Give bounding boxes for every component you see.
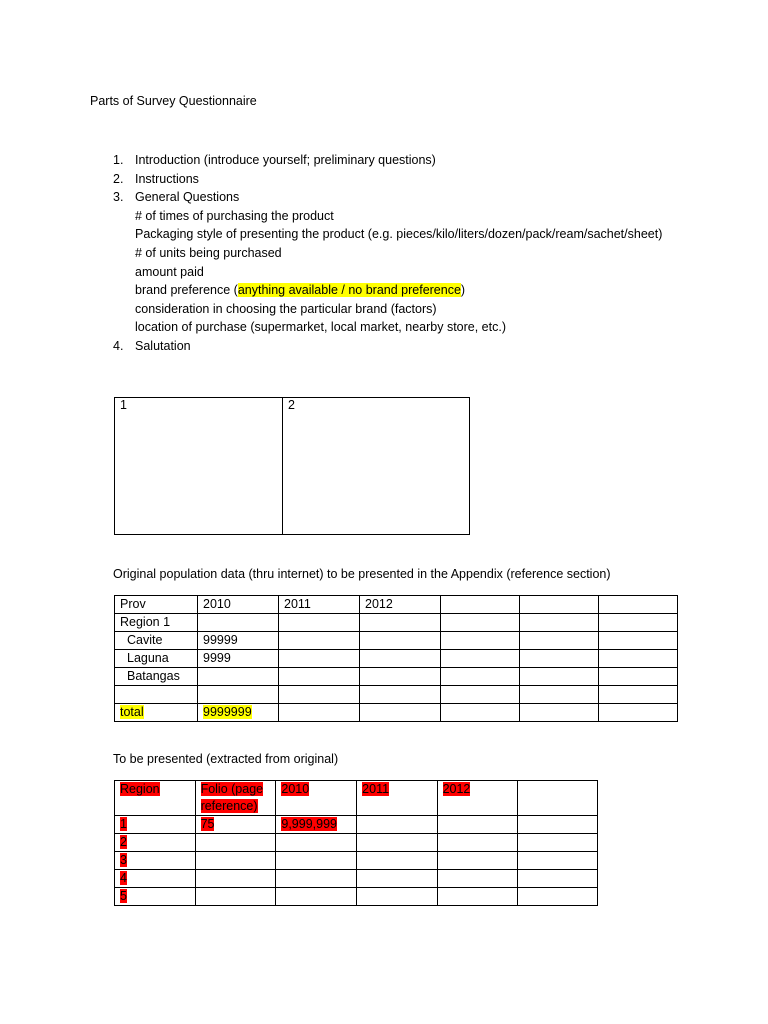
table-cell [517,816,597,834]
table-cell [279,704,360,722]
highlighted-text: anything available / no brand preference [237,283,461,298]
table-cell [360,686,441,704]
table-cell [198,614,279,632]
table-cell: Region 1 [115,614,198,632]
table-cell [276,870,357,888]
table-cell [437,852,517,870]
highlighted-text: total [120,705,144,719]
table-cell [279,614,360,632]
table-row [115,668,678,686]
table-row [115,704,678,722]
table-cell: Prov [115,596,198,614]
table-cell [599,614,678,632]
highlighted-text: Folio (page reference) [200,782,264,813]
table-cell [441,632,520,650]
table-cell [195,834,276,852]
list-text: Introduction (introduce yourself; preliminary questions) [135,153,436,167]
table-cell [437,816,517,834]
table-cell [599,596,678,614]
table-cell [599,650,678,668]
table-cell [520,704,599,722]
table-cell [198,686,279,704]
list-number: 2. [113,171,124,186]
extracted-table-caption: To be presented (extracted from original) [113,752,339,766]
table-cell [520,668,599,686]
table-cell: 9999 [198,650,279,668]
table-cell [195,870,276,888]
table-cell [115,870,196,888]
table-row [115,870,598,888]
sub-item [113,207,662,226]
table-row [115,834,598,852]
highlighted-text: Region [120,782,160,796]
highlighted-text: 2010 [281,782,310,796]
list-text: Salutation [135,338,191,353]
table-row [115,888,598,906]
list-number: 1. [113,153,124,167]
table-cell [357,870,437,888]
table-cell: Batangas [115,668,198,686]
table-cell [357,834,437,852]
table-cell [195,852,276,870]
table-cell [195,816,276,834]
sub-item [113,244,662,263]
table-cell [441,596,520,614]
table-cell: 99999 [198,632,279,650]
table-cell: 2010 [198,596,279,614]
sub-item [113,225,662,244]
table-cell [276,834,357,852]
sub-item [113,318,662,337]
table-row [115,816,598,834]
table-cell: Cavite [115,632,198,650]
highlighted-text: 1 [120,817,127,831]
highlighted-text: 9999999 [203,705,252,719]
table-cell [441,704,520,722]
table-cell [520,686,599,704]
population-table [114,595,678,722]
table-cell [599,686,678,704]
table-cell [599,668,678,686]
table-cell [517,834,597,852]
table-cell [599,632,678,650]
table-cell [115,686,198,704]
table-header-cell [115,781,196,816]
sub-item-text: amount paid [135,264,204,279]
table-cell [276,888,357,906]
table-cell [115,888,196,906]
table-row [115,650,678,668]
table-cell [360,650,441,668]
table-cell [115,852,196,870]
highlighted-text: 2011 [362,782,390,796]
highlighted-text: 75 [200,817,215,831]
table-header-cell [195,781,276,816]
table-cell [276,816,357,834]
sub-item-text: # of units being purchased [135,245,282,260]
table-cell [517,888,597,906]
table-cell [279,632,360,650]
table-cell [115,704,198,722]
table-row [115,614,678,632]
table-cell [357,888,437,906]
list-item [113,188,662,207]
table-cell: Laguna [115,650,198,668]
table-header-cell [276,781,357,816]
sub-item-text: consideration in choosing the particular brand (factors) [135,301,437,316]
table-cell [195,888,276,906]
table-cell [360,632,441,650]
table-cell [441,614,520,632]
table-cell [198,668,279,686]
table-cell [517,870,597,888]
highlighted-text: 5 [120,889,127,903]
list-text: Instructions [135,171,199,186]
table-cell [276,852,357,870]
table-row [115,852,598,870]
table-cell [437,870,517,888]
table-cell [437,888,517,906]
table-cell [279,668,360,686]
table-cell [115,816,196,834]
table-row [115,596,678,614]
table-header-cell [517,781,597,816]
table-cell [115,834,196,852]
table-cell [437,834,517,852]
table-cell: 2012 [360,596,441,614]
highlighted-text: 2 [120,835,127,849]
table-row [115,632,678,650]
two-column-box-table [114,397,470,535]
table-cell [520,632,599,650]
table-cell [520,596,599,614]
box-cell: 1 [115,398,283,535]
extracted-table [114,780,598,906]
table-cell [517,852,597,870]
table-row [115,686,678,704]
highlighted-text: 9,999,999 [281,817,337,831]
sub-item [113,281,662,300]
list-text: General Questions [135,190,240,205]
table-cell [279,686,360,704]
list-number: 3. [113,190,124,205]
highlighted-text: 3 [120,853,127,867]
questionnaire-parts-list [113,151,662,356]
sub-item-text: Packaging style of presenting the product (e.g. pieces/kilo/liters/dozen/pack/ream/sachet/sheet) [135,227,663,242]
list-item [113,151,662,170]
list-number: 4. [113,338,124,353]
sub-item [113,300,662,319]
document-title: Parts of Survey Questionnaire [90,94,257,108]
table-cell: 2011 [279,596,360,614]
sub-item-text: location of purchase (supermarket, local market, nearby store, etc.) [135,320,506,335]
table-cell [198,704,279,722]
list-item [113,170,662,189]
table-cell [520,650,599,668]
table-cell [360,614,441,632]
population-table-caption: Original population data (thru internet) to be presented in the Appendix (reference section) [113,567,611,581]
table-cell [599,704,678,722]
table-cell [357,852,437,870]
highlighted-text: 2012 [442,782,471,796]
sub-item [113,263,662,282]
table-cell [360,704,441,722]
highlighted-text: 4 [120,871,127,885]
table-header-row [115,781,598,816]
table-cell [441,650,520,668]
table-cell [520,614,599,632]
table-cell [279,650,360,668]
sub-item-text: # of times of purchasing the product [135,208,334,223]
list-item [113,337,662,356]
sub-item-text: ) [460,283,466,298]
table-cell [441,668,520,686]
box-cell: 2 [283,398,470,535]
sub-item-text: brand preference ( [135,283,238,298]
table-cell [357,816,437,834]
table-header-cell [357,781,437,816]
table-cell [360,668,441,686]
table-header-cell [437,781,517,816]
table-cell [441,686,520,704]
